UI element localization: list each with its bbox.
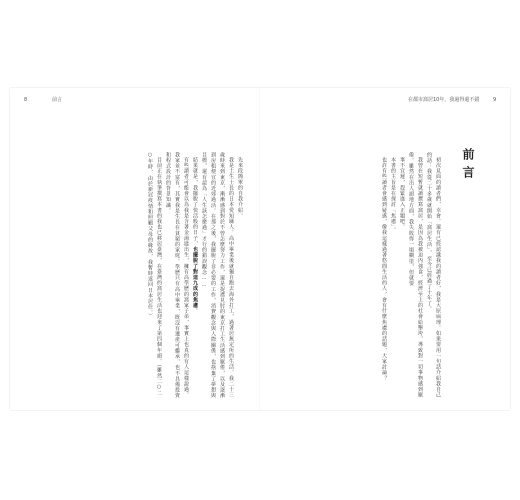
paragraph: 也許有些讀者會感到疑惑，像我這樣過著悠閒生活的人，會有什麼焦慮的話題，大家討論？ [381,157,387,381]
paragraph: 我曾在短暫就讀撰寫窩居，是因為我被迫內強食，經濟至上的社會給擊垮，導致對一切事物感到厭倦。雖然在出人頭地方面，我失敗得一塌糊塗，但就要 [408,152,423,398]
left-running-head: 前言 [52,97,63,103]
paragraph: 有些讀者可能會以為我是含著金湯匙出生，擁有高學歷的窩家子弟，事實上也真的有人這樣說過。我家並不富有，其實我是生長在貧窮的家庭。學歷只有高中畢業，既沒有遺產可繼承，也不具備投資和程式設計的背景知識。 [165,152,189,399]
paragraph: 我是土生土長的日本愛知縣人。高中畢業後就獨自跑去海外打工，過著居無定所的生活。我二十三歲時來到東京，漸漸感到對於不曾怎麼努力工作，還是捉襟見肘的東京打工生活感到厭倦，以及逐漸到房租便宜的近郊過活。在那之後，我擺脫了非必要的工作，消費觀念與人際關係，也捨棄了夢想與目標，還有認為「人生該怎麼過」才行的錯誤觀念…… [201,152,234,399]
right-page-body [296,152,442,402]
emphasized-text: 也擺脫了對這九成的焦慮 [192,246,198,309]
left-page-number: 8 [24,97,28,103]
left-page-body [40,152,244,402]
book-spine [259,88,260,410]
paragraph: 事不宜遲，趕緊進入正題吧。 [399,157,405,230]
paragraph-with-emphasis: 結果就是，我擺脫了快活般的日子，也擺脫了對這九成的焦慮。 [192,157,198,314]
paragraph: 初次見面的讀者們，幸會。還有已經認識我的讀者好，我是大原扁理。如果要用一句話介紹我自己的話：我從二十多歲就開始「窩居生活」，至今已經過了十年了。 [426,152,441,398]
chapter-title: 前言 [461,148,475,184]
right-running-head: 在都市窩居10年，我過得還不錯 [408,97,480,103]
paragraph: 先來段簡單的自我介紹。 [237,157,243,219]
paragraph: 本書的主旨是在探討「焦慮」。 [390,157,396,233]
paragraph: 目前正在執筆撰寫本書的我也已移居臺灣，在臺灣的窩居生活也迎來了第四個年頭。（雖然二○二○年時，由於新冠疫情和照顧父母的緣故，我暫時返回日本居住。） [147,152,162,397]
right-page-number: 9 [493,97,497,103]
